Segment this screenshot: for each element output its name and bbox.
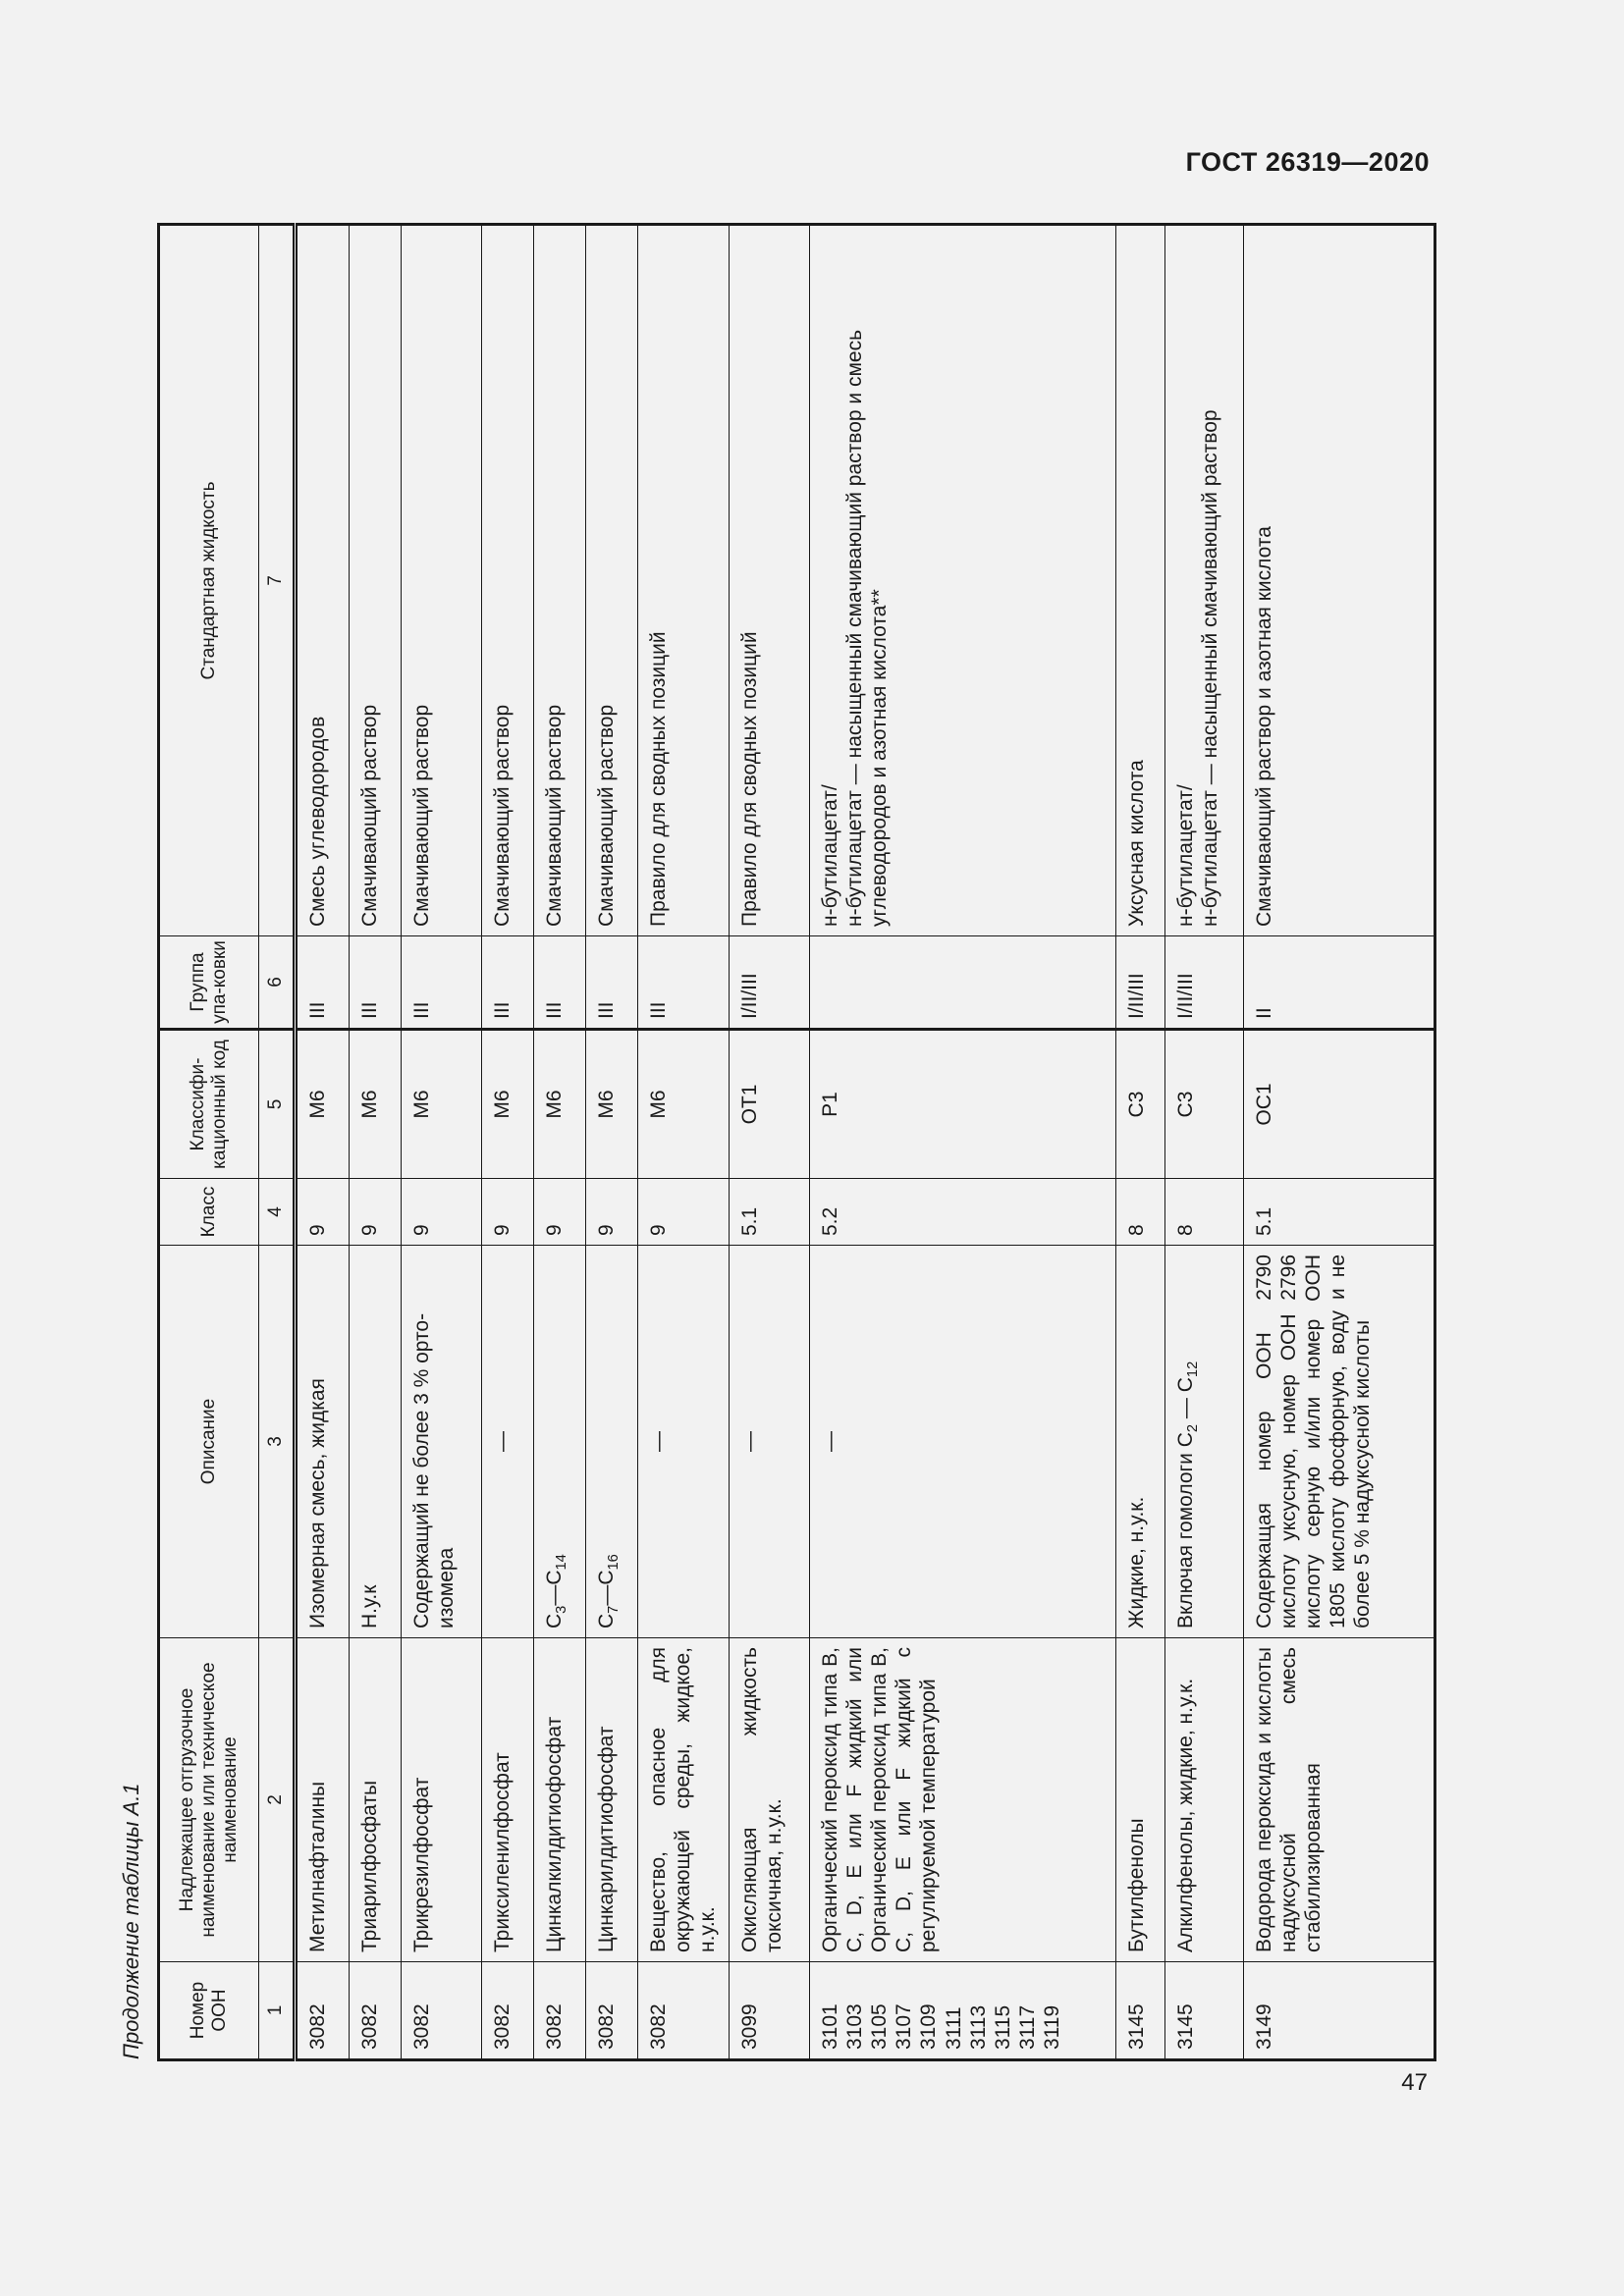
standard-liquid: Смачивающий раствор — [586, 225, 638, 936]
hazard-class: 9 — [402, 1179, 482, 1246]
un-number: 3099 — [729, 1962, 809, 2060]
standard-liquid: Смачивающий раствор — [534, 225, 586, 936]
packing-group: III — [350, 936, 402, 1030]
table-row — [1164, 225, 1243, 2060]
shipping-name: Алкилфенолы, жидкие, н.у.к. — [1164, 1638, 1243, 1962]
hazard-class: 9 — [586, 1179, 638, 1246]
un-number: 3149 — [1243, 1962, 1435, 2060]
classification-code: M6 — [482, 1030, 534, 1179]
classification-code: C3 — [1115, 1030, 1164, 1179]
col-header-class: Класс — [159, 1179, 259, 1246]
col-number: 1 — [259, 1962, 296, 2060]
packing-group: III — [482, 936, 534, 1030]
description: — — [638, 1246, 730, 1638]
classification-code: M6 — [402, 1030, 482, 1179]
description: Жидкие, н.у.к. — [1115, 1246, 1164, 1638]
description: $C_7—C_{16}$ — [586, 1246, 638, 1638]
standard-liquid: Правило для сводных позиций — [729, 225, 809, 936]
col-header-name: Надлежащее отгрузочное наименование или техническое наименование — [159, 1638, 259, 1962]
shipping-name: Трикрезилфосфат — [402, 1638, 482, 1962]
col-number: 7 — [259, 225, 296, 936]
hazard-class: 9 — [350, 1179, 402, 1246]
hazard-class: 9 — [296, 1179, 350, 1246]
data-table — [157, 223, 1436, 2061]
description: Содержащая номер ООН 2790 кислоту уксусную, номер ООН 2796 кислоту серную и/или номер ООН 1805 кислоту фосфорную, воду и не более 5 % надуксусной кислоты — [1243, 1246, 1435, 1638]
classification-code: OT1 — [729, 1030, 809, 1179]
standard-liquid: н-бутилацетат/ н-бутилацетат — насыщенный смачивающий раствор — [1164, 225, 1243, 936]
table-row — [586, 225, 638, 2060]
table-row — [1115, 225, 1164, 2060]
table-row — [402, 225, 482, 2060]
un-number: 3145 — [1115, 1962, 1164, 2060]
standard-liquid: Смесь углеводородов — [296, 225, 350, 936]
table-row — [638, 225, 730, 2060]
classification-code: M6 — [638, 1030, 730, 1179]
shipping-name: Органический пероксид типа B, C, D, E или F жидкий или Органический пероксид типа B, C, D, E или F жидкий с регулируемой температурой — [809, 1638, 1115, 1962]
hazard-class: 9 — [534, 1179, 586, 1246]
col-header-liquid: Стандартная жидкость — [159, 225, 259, 936]
col-header-group: Группа упа-ковки — [159, 936, 259, 1030]
un-number: 3082 — [638, 1962, 730, 2060]
classification-code: C3 — [1164, 1030, 1243, 1179]
classification-code: M6 — [296, 1030, 350, 1179]
table-row — [1243, 225, 1435, 2060]
col-number: 5 — [259, 1030, 296, 1179]
col-header-description: Описание — [159, 1246, 259, 1638]
col-number: 4 — [259, 1179, 296, 1246]
shipping-name: Цинкарилдитиофосфат — [586, 1638, 638, 1962]
packing-group: I/II/III — [1164, 936, 1243, 1030]
shipping-name: Бутилфенолы — [1115, 1638, 1164, 1962]
classification-code: P1 — [809, 1030, 1115, 1179]
description: Н.у.к — [350, 1246, 402, 1638]
column-number-row — [259, 225, 296, 2060]
shipping-name: Вещество, опасное для окружающей среды, жидкое, н.у.к. — [638, 1638, 730, 1962]
standard-liquid: Правило для сводных позиций — [638, 225, 730, 936]
description: Включая гомологи $C_2$ — $C_{12}$ — [1164, 1246, 1243, 1638]
table-row — [350, 225, 402, 2060]
description: — — [809, 1246, 1115, 1638]
packing-group — [809, 936, 1115, 1030]
shipping-name: Триарилфосфаты — [350, 1638, 402, 1962]
table-caption: Продолжение таблицы А.1 — [119, 1783, 143, 2059]
packing-group: III — [296, 936, 350, 1030]
hazard-class: 5.2 — [809, 1179, 1115, 1246]
un-number: 3082 — [534, 1962, 586, 2060]
description: — — [482, 1246, 534, 1638]
standard-liquid: Уксусная кислота — [1115, 225, 1164, 936]
hazard-class: 5.1 — [1243, 1179, 1435, 1246]
standard-liquid: Смачивающий раствор и азотная кислота — [1243, 225, 1435, 936]
packing-group: I/II/III — [729, 936, 809, 1030]
classification-code: M6 — [350, 1030, 402, 1179]
standard-liquid: Смачивающий раствор — [402, 225, 482, 936]
col-number: 3 — [259, 1246, 296, 1638]
standard-liquid: Смачивающий раствор — [482, 225, 534, 936]
standard-liquid: н-бутилацетат/ н-бутилацетат — насыщенный смачивающий раствор и смесь углеводородов и азотная кислота** — [809, 225, 1115, 936]
standard-liquid: Смачивающий раствор — [350, 225, 402, 936]
table-row — [482, 225, 534, 2060]
un-number: 3082 — [402, 1962, 482, 2060]
col-header-code: Классифи-кационный код — [159, 1030, 259, 1179]
document-code: ГОСТ 26319—2020 — [1185, 147, 1430, 177]
un-number: 3082 — [482, 1962, 534, 2060]
hazard-class: 8 — [1164, 1179, 1243, 1246]
col-header-un: Номер ООН — [159, 1962, 259, 2060]
table-row — [534, 225, 586, 2060]
shipping-name: Метилнафталины — [296, 1638, 350, 1962]
description: $C_3—C_{14}$ — [534, 1246, 586, 1638]
table-row — [729, 225, 809, 2060]
packing-group: III — [402, 936, 482, 1030]
col-number: 2 — [259, 1638, 296, 1962]
hazard-class: 5.1 — [729, 1179, 809, 1246]
shipping-name: Водорода пероксида и кислоты надуксусной смесь стабилизированная — [1243, 1638, 1435, 1962]
un-number: 3145 — [1164, 1962, 1243, 2060]
hazard-class: 9 — [482, 1179, 534, 1246]
classification-code: M6 — [534, 1030, 586, 1179]
packing-group: II — [1243, 936, 1435, 1030]
packing-group: III — [534, 936, 586, 1030]
classification-code: OC1 — [1243, 1030, 1435, 1179]
header-row — [159, 225, 259, 2060]
un-number: 3082 — [586, 1962, 638, 2060]
rotated-table-area — [108, 226, 1434, 2061]
packing-group: III — [586, 936, 638, 1030]
hazard-class: 8 — [1115, 1179, 1164, 1246]
classification-code: M6 — [586, 1030, 638, 1179]
shipping-name: Цинкалкилдитиофосфат — [534, 1638, 586, 1962]
col-number: 6 — [259, 936, 296, 1030]
shipping-name: Триксиленилфосфат — [482, 1638, 534, 1962]
packing-group: I/II/III — [1115, 936, 1164, 1030]
table-row — [296, 225, 350, 2060]
un-number: 3082 — [296, 1962, 350, 2060]
un-number: 3101 3103 3105 3107 3109 3111 3113 3115 3117 3119 — [809, 1962, 1115, 2060]
shipping-name: Окисляющая жидкость токсичная, н.у.к. — [729, 1638, 809, 1962]
table-row — [809, 225, 1115, 2060]
packing-group: III — [638, 936, 730, 1030]
description: Изомерная смесь, жидкая — [296, 1246, 350, 1638]
un-number: 3082 — [350, 1962, 402, 2060]
page-number: 47 — [1401, 2069, 1428, 2096]
description: — — [729, 1246, 809, 1638]
hazard-class: 9 — [638, 1179, 730, 1246]
description: Содержащий не более 3 % орто-изомера — [402, 1246, 482, 1638]
